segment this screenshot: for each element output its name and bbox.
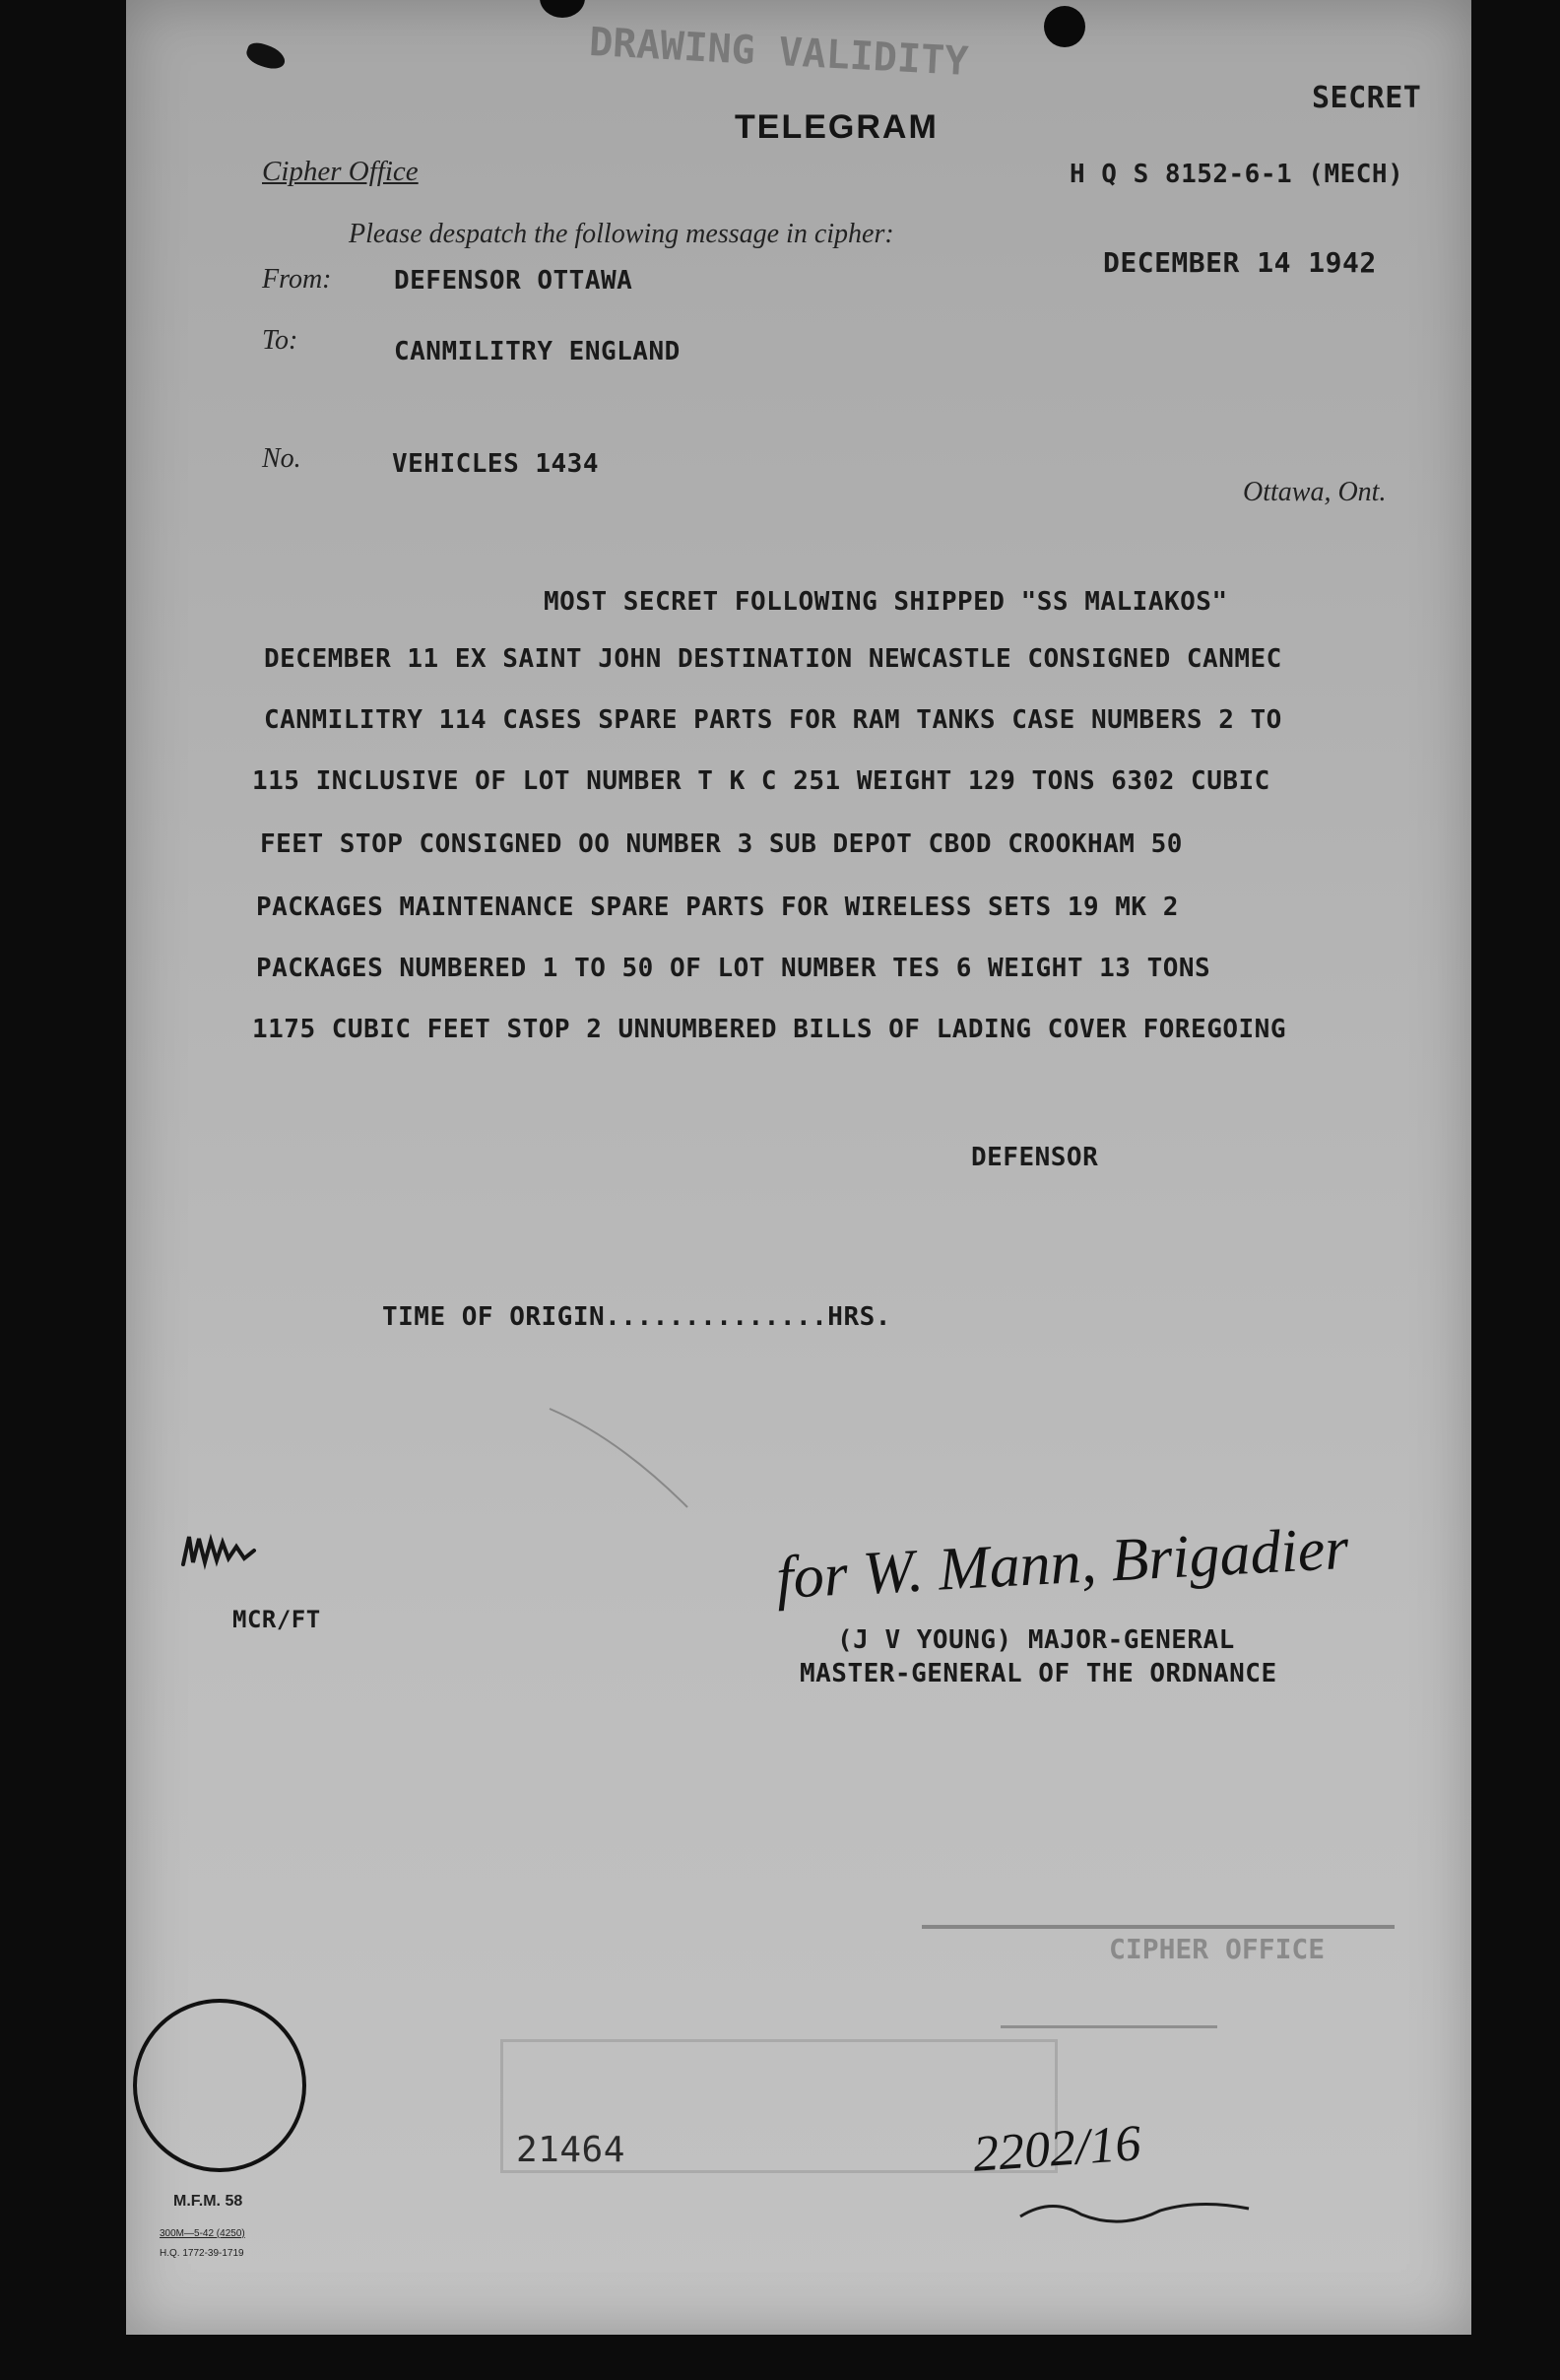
- handwritten-reference: 2202/16: [971, 2115, 1143, 2183]
- message-line: PACKAGES MAINTENANCE SPARE PARTS FOR WIRELESS SETS 19 MK 2: [256, 892, 1179, 922]
- message-line: CANMILITRY 114 CASES SPARE PARTS FOR RAM TANKS CASE NUMBERS 2 TO: [264, 705, 1282, 735]
- file-reference: H Q S 8152-6-1 (MECH): [1070, 160, 1404, 189]
- from-value: DEFENSOR OTTAWA: [394, 266, 633, 296]
- to-value: CANMILITRY ENGLAND: [394, 337, 681, 366]
- message-date: DECEMBER 14 1942: [1103, 246, 1377, 279]
- stamp-dash: [1001, 2025, 1217, 2028]
- signatory-title: MASTER-GENERAL OF THE ORDNANCE: [800, 1659, 1277, 1688]
- message-line: DECEMBER 11 EX SAINT JOHN DESTINATION NEWCASTLE CONSIGNED CANMEC: [264, 644, 1282, 674]
- cipher-office-stamp-text: CIPHER OFFICE: [1109, 1933, 1326, 1965]
- telegram-page: [126, 0, 1471, 2335]
- from-label: From:: [262, 264, 332, 295]
- form-hq-line: H.Q. 1772-39-1719: [160, 2248, 244, 2259]
- despatch-instruction: Please despatch the following message in cipher:: [349, 219, 894, 249]
- document-number-stamp: 21464: [516, 2130, 625, 2170]
- initials-scribble: [177, 1529, 266, 1578]
- message-line: 1175 CUBIC FEET STOP 2 UNNUMBERED BILLS OF LADING COVER FOREGOING: [252, 1015, 1286, 1044]
- classification: SECRET: [1312, 81, 1422, 115]
- faded-background-stamp: DRAWING VALIDITY: [588, 19, 970, 86]
- punch-hole-left: [540, 0, 585, 18]
- message-line: FEET STOP CONSIGNED OO NUMBER 3 SUB DEPOT CBOD CROOKHAM 50: [260, 829, 1183, 859]
- document-title: TELEGRAM: [735, 108, 939, 146]
- cipher-office-label: Cipher Office: [262, 156, 419, 187]
- to-label: To:: [262, 325, 298, 356]
- ink-mark: [244, 39, 289, 72]
- place-of-origin: Ottawa, Ont.: [1243, 477, 1387, 507]
- signatory-name: (J V YOUNG) MAJOR-GENERAL: [837, 1625, 1235, 1655]
- number-label: No.: [262, 443, 301, 474]
- message-line: PACKAGES NUMBERED 1 TO 50 OF LOT NUMBER TES 6 WEIGHT 13 TONS: [256, 954, 1211, 983]
- handwritten-signature: for W. Mann, Brigadier: [774, 1514, 1350, 1613]
- message-line: MOST SECRET FOLLOWING SHIPPED "SS MALIAKOS": [544, 587, 1228, 617]
- form-print-line: 300M—5-42 (4250): [160, 2228, 245, 2239]
- punch-hole-right: [1044, 6, 1085, 47]
- signoff: DEFENSOR: [971, 1143, 1099, 1172]
- time-of-origin: TIME OF ORIGIN..............HRS.: [382, 1302, 891, 1332]
- reference-initials: MCR/FT: [232, 1606, 321, 1633]
- handwritten-underline-scribble: [1012, 2187, 1268, 2236]
- message-line: 115 INCLUSIVE OF LOT NUMBER T K C 251 WEIGHT 129 TONS 6302 CUBIC: [252, 766, 1270, 796]
- microfilm-circle: [126, 1992, 313, 2179]
- pencil-mark: [540, 1399, 737, 1517]
- number-value: VEHICLES 1434: [392, 449, 599, 479]
- cipher-office-stamp: [922, 1925, 1395, 2047]
- form-code: M.F.M. 58: [173, 2193, 243, 2210]
